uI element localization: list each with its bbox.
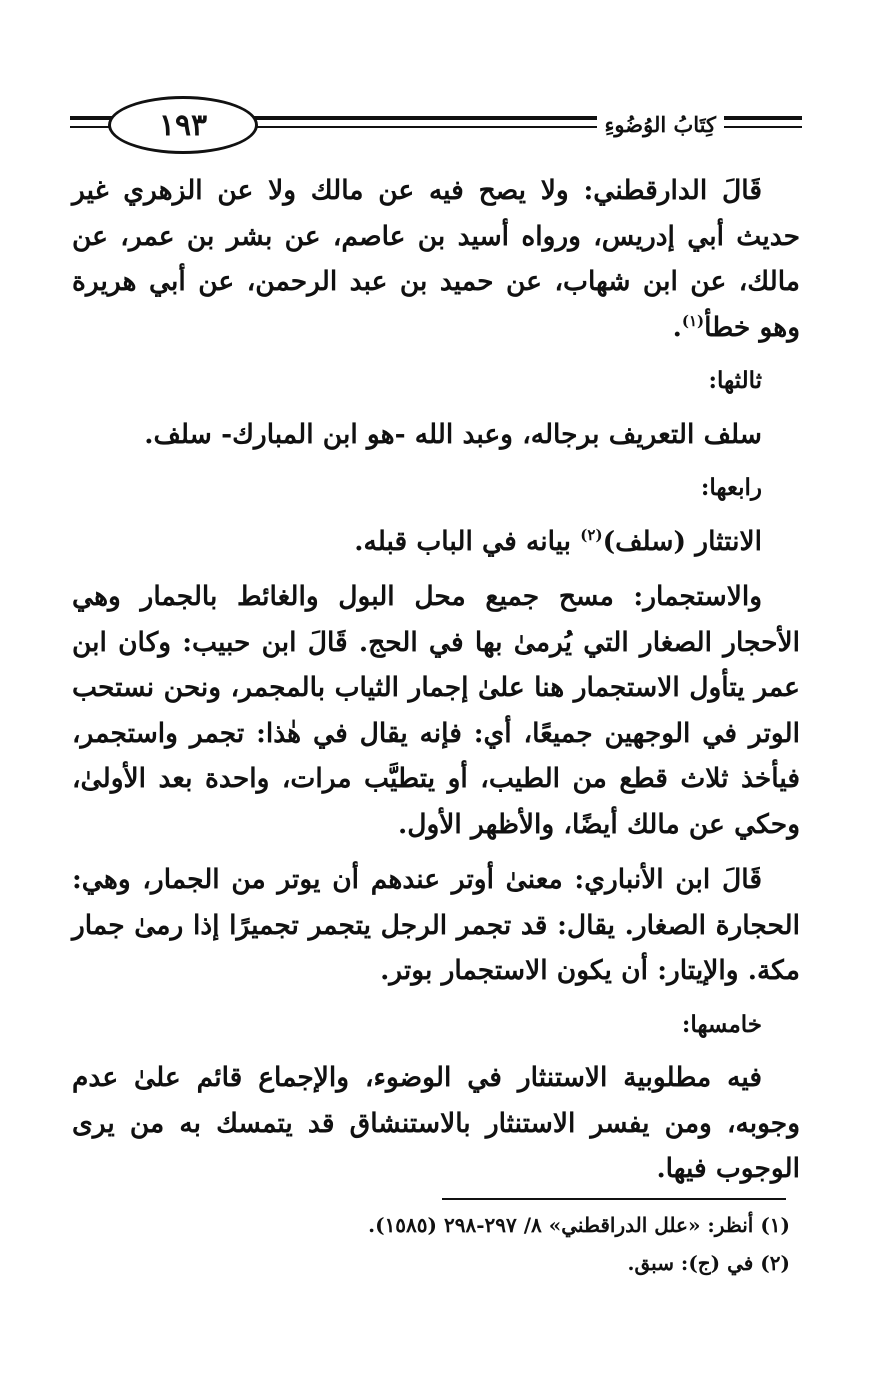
footnote-2: (٢) في (ج): سبق. bbox=[627, 1251, 790, 1275]
page-number-frame bbox=[108, 96, 258, 154]
running-title: كِتَابُ الوُضُوءِ bbox=[597, 112, 724, 137]
paragraph-istijmar: والاستجمار: مسح جميع محل البول والغائط بالجمار وهي الأحجار الصغار التي يُرمىٰ بها في الحج. قَالَ ابن حبيب: وكان ابن عمر يتأول الاستجمار هنا علىٰ إجمار الثياب بالمجمر، ونحن نستحب الوتر في الوجهين جميعًا، أي: فإنه يقال في هٰذا: تجمر واستجمر، فيأخذ ثلاث قطع من الطيب، أو يتطيَّب مرات، واحدة بعد الأولىٰ، وحكي عن مالك أيضًا، والأظهر الأول. bbox=[72, 581, 800, 840]
paragraph-anbari: قَالَ ابن الأنباري: معنىٰ أوتر عندهم أن يوتر من الجمار، وهي: الحجارة الصغار. يقال: قد تجمر الرجل يتجمر تجميرًا إذا رمىٰ جمار مكة. والإيتار: أن يكون الاستجمار بوتر. bbox=[72, 864, 800, 986]
body-text bbox=[72, 168, 800, 1192]
paragraph-fifth: فيه مطلوبية الاستنثار في الوضوء، والإجماع قائم علىٰ عدم وجوبه، ومن يفسر الاستنثار بالاستنشاق قد يتمسك به من يرى الوجوب فيها. bbox=[72, 1062, 800, 1184]
paragraph-third: سلف التعريف برجاله، وعبد الله -هو ابن المبارك- سلف. bbox=[144, 418, 762, 450]
paragraph-fourth: الانتثار (سلف)$^{(٢)}$ بيانه في الباب قبله. bbox=[354, 525, 762, 557]
paragraph-daraqutni: قَالَ الدارقطني: ولا يصح فيه عن مالك ولا عن الزهري غير حديث أبي إدريس، ورواه أسيد بن عاصم، عن بشر بن عمر، عن مالك، عن ابن شهاب، عن حميد بن عبد الرحمن، عن أبي هريرة وهو خطأ$^{(١)}$. bbox=[72, 175, 800, 343]
heading-fifth: خامسها: bbox=[681, 1010, 762, 1038]
footnote-1: (١) أنظر: «علل الدراقطني» ٨/ ٢٩٧-٢٩٨ (١٥٨٥). bbox=[368, 1213, 790, 1237]
footnote-ref-2: (٢) bbox=[580, 525, 603, 544]
heading-fourth: رابعها: bbox=[700, 474, 762, 501]
page-number: ١٩٣ bbox=[158, 107, 208, 143]
footnotes bbox=[72, 1206, 800, 1282]
footnote-ref-1: (١) bbox=[681, 311, 705, 330]
page-header bbox=[70, 96, 802, 156]
footnote-separator bbox=[442, 1198, 786, 1200]
heading-third: ثالثها: bbox=[708, 367, 762, 394]
